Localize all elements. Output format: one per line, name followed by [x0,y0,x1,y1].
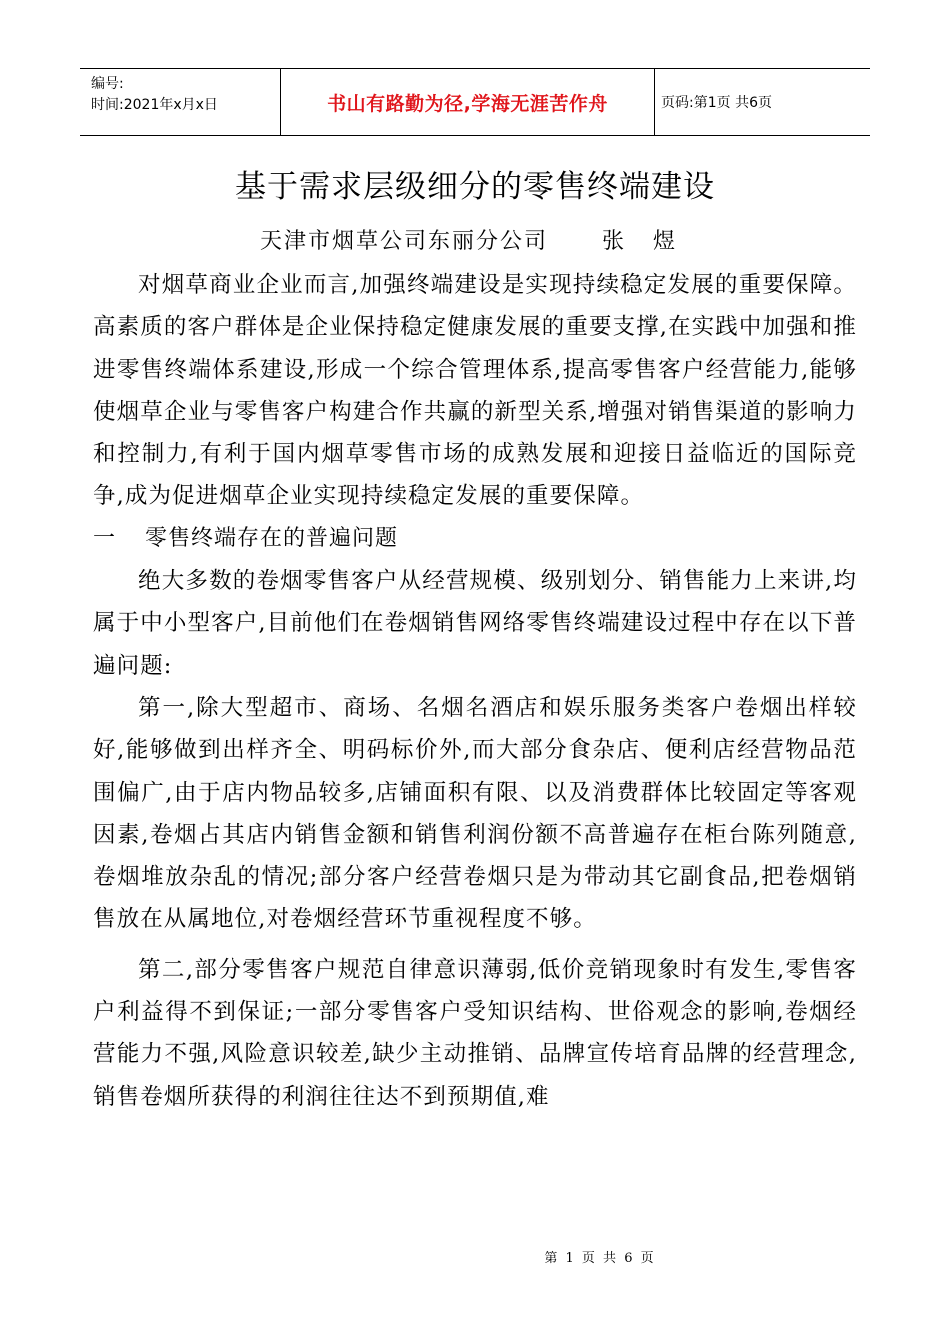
time-label: 时间:2021年x月x日 [91,97,218,113]
page-footer: 第 1 页 共 6 页 [544,1251,656,1266]
serial-label: 编号: [91,76,124,92]
section-number: 一 [93,525,117,551]
document-header [80,68,870,136]
document-title: 基于需求层级细分的零售终端建设 [235,169,715,205]
author-line: 天津市烟草公司东丽分公司 张 煜 [260,229,677,254]
body-paragraph: 第二,部分零售客户规范自律意识薄弱,低价竞销现象时有发生,零售客户利益得不到保证;一部分零售客户受知识结构、世俗观念的影响,卷烟经营能力不强,风险意识较差,缺少主动推销、品牌宣传培育品牌的经营理念,销售卷烟所获得的利润往往达不到预期值,难 [93,956,857,1110]
document-body [93,264,857,1118]
body-paragraph: 绝大多数的卷烟零售客户从经营规模、级别划分、销售能力上来讲,均属于中小型客户,目前他们在卷烟销售网络零售终端建设过程中存在以下普遍问题: [93,568,857,679]
section-title: 零售终端存在的普遍问题 [145,525,399,551]
intro-paragraph: 对烟草商业企业而言,加强终端建设是实现持续稳定发展的重要保障。高素质的客户群体是企业保持稳定健康发展的重要支撑,在实践中加强和推进零售终端体系建设,形成一个综合管理体系,提高零售客户经营能力,能够使烟草企业与零售客户构建合作共赢的新型关系,增强对销售渠道的影响力和控制力,有利于国内烟草零售市场的成熟发展和迎接日益临近的国际竞争,成为促进烟草企业实现持续稳定发展的重要保障。 [93,272,857,510]
header-motto: 书山有路勤为径,学海无涯苦作舟 [281,69,655,135]
section-heading [93,518,857,560]
header-meta [80,69,281,135]
body-paragraph: 第一,除大型超市、商场、名烟名酒店和娱乐服务类客户卷烟出样较好,能够做到出样齐全、明码标价外,而大部分食杂店、便利店经营物品范围偏广,由于店内物品较多,店铺面积有限、以及消费群体比较固定等客观因素,卷烟占其店内销售金额和销售利润份额不高普遍存在柜台陈列随意,卷烟堆放杂乱的情况;部分客户经营卷烟只是为带动其它副食品,把卷烟销售放在从属地位,对卷烟经营环节重视程度不够。 [93,694,857,933]
header-page-info: 页码:第1页 共6页 [661,95,772,111]
